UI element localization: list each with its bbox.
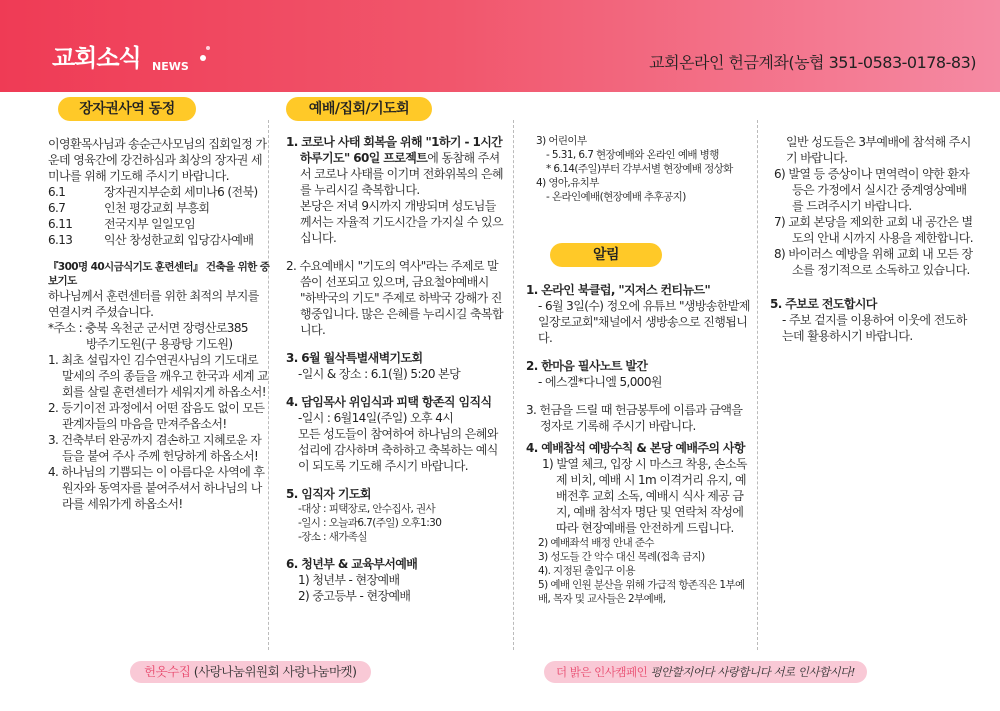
notice-1-title: 1. 온라인 북클럽, "지저스 컨티뉴드" xyxy=(526,283,711,297)
section-heading-notice: 알림 xyxy=(550,243,662,267)
worship-item-4-text: 모든 성도들이 참여하여 하나님의 은혜와 섭리에 감사하며 축하하고 축복하는 예식이 되도록 기도해 주시기 바랍니다. xyxy=(298,427,498,473)
notice-4-title: 4. 예배참석 예방수칙 & 본당 예배주의 사항 xyxy=(526,441,745,455)
section-heading-ministry: 장자권사역 동정 xyxy=(58,97,196,121)
address-line-2: 방주기도원(구 용광탕 기도원) xyxy=(86,337,233,351)
greeting-campaign-banner xyxy=(544,661,867,683)
worship-item-6-line: 2) 중고등부 - 현장예배 xyxy=(298,589,411,603)
notice-4-item: 1) 발열 체크, 입장 시 마스크 착용, 손소독제 비치, 예배 시 1m 이격거리 유지, 예배전후 교회 소독, 예배시 식사 제공 금지, 예배 참석자 명단 및 연락처 작성에 따라 현장예배를 안전하게 드립니다. xyxy=(542,457,747,535)
notice-2-title: 2. 한마음 필사노트 발간 xyxy=(526,359,648,373)
page-title: 교회소식 xyxy=(52,44,141,72)
schedule-row: 6.7 인천 평강교회 부흥회 xyxy=(48,201,210,215)
worship-item-5-title: 5. 임직자 기도회 xyxy=(286,487,371,501)
column-notice-list xyxy=(526,282,752,606)
training-center-heading: 『300명 40시금식기도 훈련센터』 건축을 위한 중보기도 xyxy=(48,261,270,287)
worship-item-1-text: 에 동참해 주셔서 코로나 사태를 이기며 전화위복의 은혜를 누리시길 축복합니다. xyxy=(300,151,503,197)
notice-2-text: - 에스겔*다니엘 5,000원 xyxy=(538,375,662,389)
worship-item-1-title: 1. 코로나 사태 회복을 위해 "1하기 - 1시간 하루기도" 60일 프로젝트 xyxy=(286,135,503,165)
column-worship xyxy=(286,134,506,604)
dept-line: - 5.31, 6.7 현장예배와 온라인 예배 병행 xyxy=(546,149,719,161)
worship-item-2: 2. 수요예배시 "기도의 역사"라는 주제로 말씀이 선포되고 있으며, 금요철야예배시 "하박국의 기도" 주제로 하박국 강해가 진행중입니다. 많은 은혜를 누리시길 축복합니다. xyxy=(286,259,503,337)
column-divider xyxy=(757,120,758,650)
news-label: NEWS xyxy=(152,60,189,73)
prayer-item: 3. 건축부터 완공까지 겸손하고 지혜로운 자들을 붙여 주사 주께 헌당하게 하옵소서! xyxy=(48,433,262,463)
section-heading-worship: 예배/집회/기도회 xyxy=(286,97,432,121)
worship-item-1-text2: 본당은 저녁 9시까지 개방되며 성도님들께서는 자율적 기도시간을 가지실 수 있으십니다. xyxy=(300,199,503,245)
column-notice-continued xyxy=(770,134,976,344)
greeting-campaign-text: 평안할지어다 사랑합니다 서로 인사합시다! xyxy=(650,665,855,679)
schedule-row: 6.11 전국지부 일일모임 xyxy=(48,217,196,231)
clothes-collection-banner xyxy=(130,661,371,683)
decor-dot xyxy=(206,46,210,50)
prayer-item: 4. 하나님의 기쁨되는 이 아름다운 사역에 후원자와 동역자를 붙여주셔서 하나님의 나라를 세워가게 하옵소서! xyxy=(48,465,265,511)
schedule-row: 6.13 익산 창성한교회 입당감사예배 xyxy=(48,233,254,247)
worship-item-5-line: -일시 : 오늘과6.7(주일) 오후1:30 xyxy=(298,517,442,529)
worship-item-4-title: 4. 담임목사 위임식과 피택 항존직 임직식 xyxy=(286,395,492,409)
prayer-item: 2. 등기이전 과정에서 어떤 잡음도 없이 모든 관계자들의 마음을 만져주옵소서! xyxy=(48,401,265,431)
notice-4-continued: 일반 성도들은 3부예배에 참석해 주시기 바랍니다. xyxy=(786,135,971,165)
worship-item-6-title: 6. 청년부 & 교육부서예배 xyxy=(286,557,418,571)
notice-3-text: 3. 헌금을 드릴 때 헌금봉투에 이름과 금액을 정자로 기록해 주시기 바랍니다. xyxy=(526,403,743,433)
notice-4-item: 2) 예배좌석 배정 안내 준수 xyxy=(538,537,654,549)
header-banner xyxy=(0,0,1000,92)
clothes-collection-label: 헌옷수집 xyxy=(144,664,191,679)
worship-item-3-title: 3. 6월 월삭특별새벽기도회 xyxy=(286,351,423,365)
notice-5-title: 5. 주보로 전도합시다 xyxy=(770,297,877,311)
greeting-campaign-label: 더 밝은 인사캠페인 xyxy=(556,665,648,679)
notice-1-text: - 6월 3일(수) 정오에 유튜브 "생방송한밭제일장로교회"채널에서 생방송으로 진행됩니다. xyxy=(538,299,750,345)
column-ministry xyxy=(48,136,270,512)
column-notice xyxy=(526,134,752,204)
notice-4-item: 6) 발열 등 증상이나 면역력이 약한 환자 등은 가정에서 실시간 중계영상예배를 드려주시기 바랍니다. xyxy=(774,167,970,213)
worship-item-5-line: -대상 : 피택장로, 안수집사, 권사 xyxy=(298,503,436,515)
notice-5-text: - 주보 겉지를 이용하여 이웃에 전도하는데 활용하시기 바랍니다. xyxy=(782,313,967,343)
dept-line: - 온라인예배(현장예배 추후공지) xyxy=(546,191,686,203)
column-divider xyxy=(513,120,514,650)
prayer-item: 1. 최초 설립자인 김수연권사님의 기도대로 말세의 주의 종들을 깨우고 한국과 세계 교회를 살릴 훈련센터가 세워지게 하옵소서! xyxy=(48,353,269,399)
offering-account: 교회온라인 헌금계좌(농협 351-0583-0178-83) xyxy=(649,53,976,72)
notice-4-item: 3) 성도들 간 악수 대신 목례(접촉 금지) xyxy=(538,551,705,563)
worship-item-6-line: 1) 청년부 - 현장예배 xyxy=(298,573,400,587)
decor-dot xyxy=(200,55,206,61)
dept-line: 4) 영아,유치부 xyxy=(536,177,599,189)
training-center-intro: 하나님께서 훈련센터를 위한 최적의 부지를 연결시켜 주셨습니다. xyxy=(48,289,259,319)
clothes-collection-text: (사랑나눔위원회 사랑나눔마켓) xyxy=(193,664,357,679)
schedule-row: 6.1 장자권지부순회 세미나6 (전북) xyxy=(48,185,258,199)
worship-item-4-date: -일시 : 6월14일(주일) 오후 4시 xyxy=(298,411,454,425)
dept-line: * 6.14(주일)부터 각부서별 현장예배 정상화 xyxy=(546,163,733,175)
notice-4-item: 5) 예배 인원 분산을 위해 가급적 항존직은 1부예배, 목자 및 교사들은 2부예배, xyxy=(538,579,745,605)
notice-4-item: 8) 바이러스 예방을 위해 교회 내 모든 장소를 정기적으로 소독하고 있습니다. xyxy=(774,247,973,277)
worship-item-5-line: -장소 : 새가족실 xyxy=(298,531,367,543)
ministry-intro: 이영환목사님과 송순근사모님의 집회일정 가운데 영육간에 강건하심과 최상의 장자권 세미나를 위해 기도해 주시기 바랍니다. xyxy=(48,137,267,183)
dept-line: 3) 어린이부 xyxy=(536,135,587,147)
address-line: *주소 : 충북 옥천군 군서면 장령산로385 xyxy=(48,321,248,335)
notice-4-item: 7) 교회 본당을 제외한 교회 내 공간은 별도의 안내 시까지 사용을 제한합니다. xyxy=(774,215,973,245)
notice-4-item: 4). 지정된 출입구 이용 xyxy=(538,565,635,577)
worship-item-3-detail: -일시 & 장소 : 6.1(월) 5:20 본당 xyxy=(298,367,461,381)
